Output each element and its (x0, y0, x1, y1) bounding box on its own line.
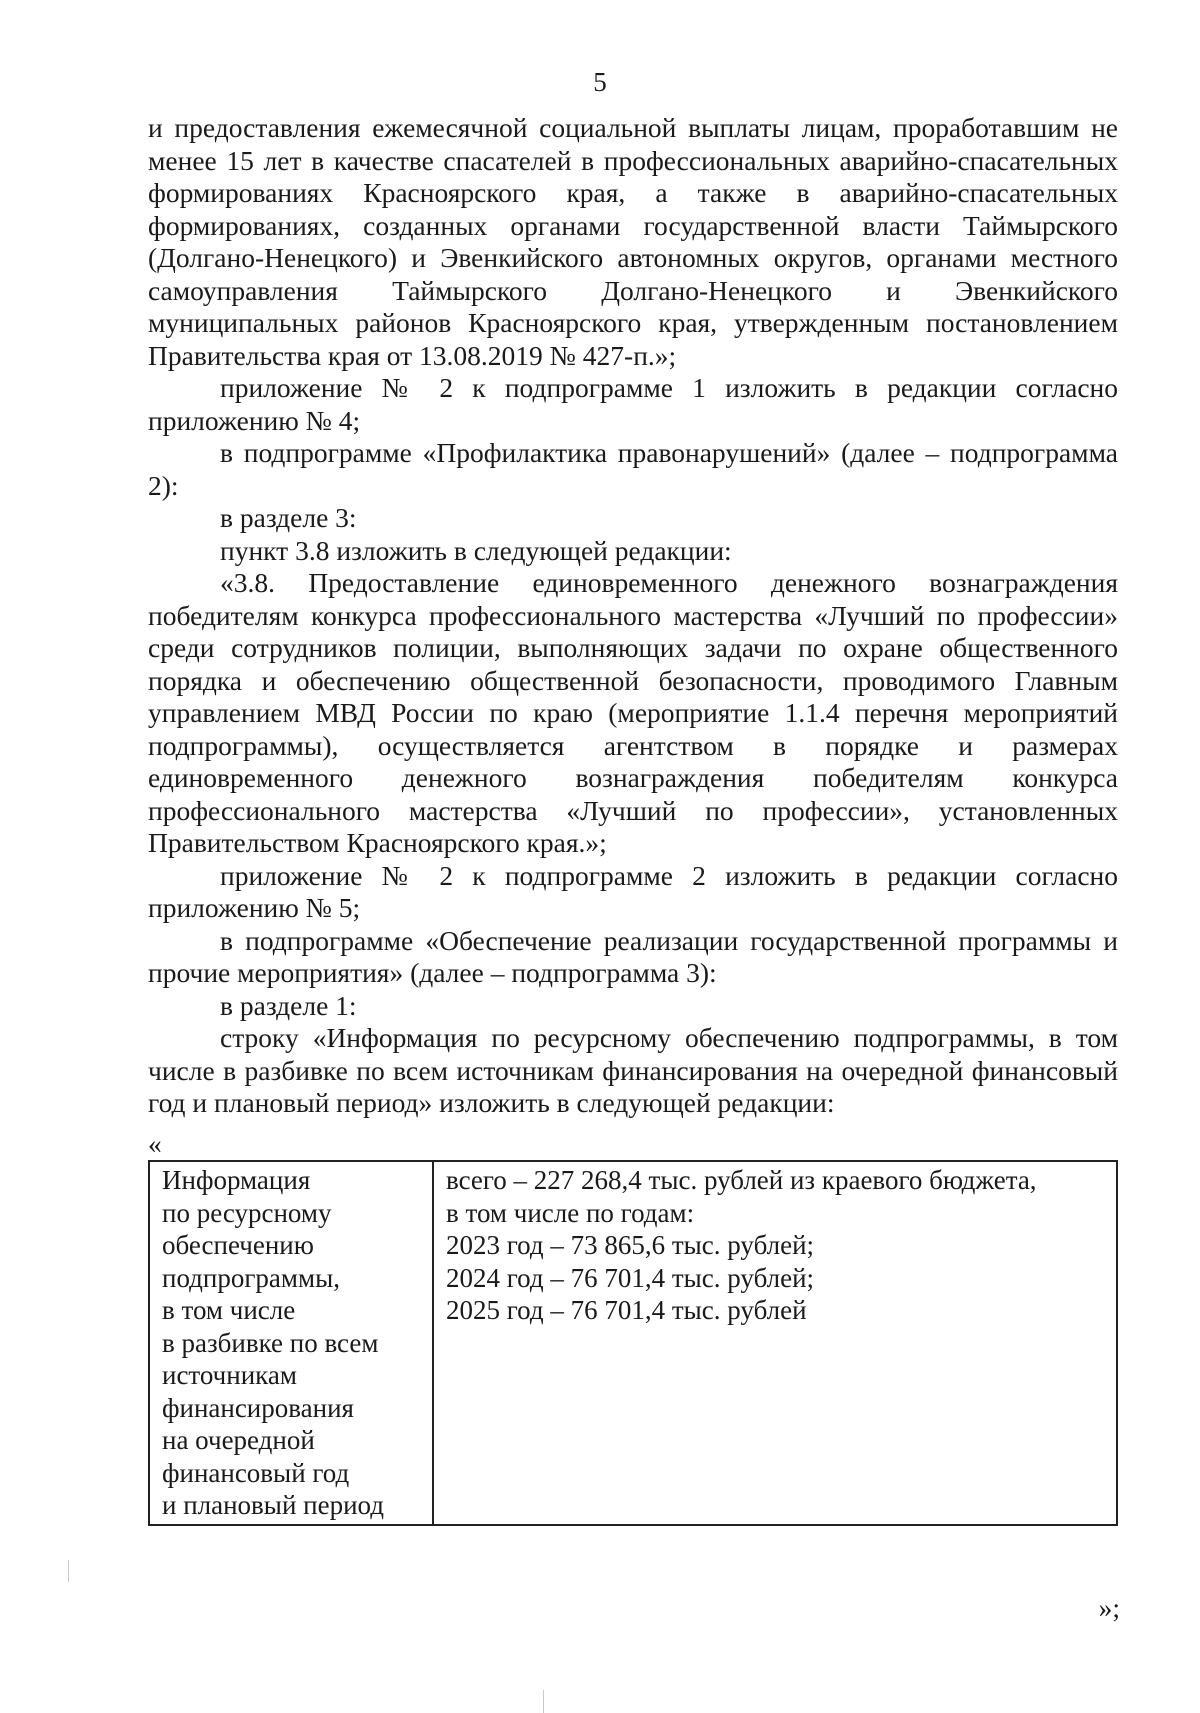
value-line: 2025 год – 76 701,4 тыс. рублей (446, 1295, 807, 1325)
label-line: обеспечению (162, 1230, 314, 1260)
label-line: по ресурсному (162, 1197, 332, 1228)
label-line: финансовый год (162, 1457, 350, 1488)
paragraph: приложение № 2 к подпрограмме 2 изложить в редакции согласно приложению № 5; (148, 859, 1118, 923)
paragraph: «3.8. Предоставление единовременного денежного вознаграждения победителям конкурса профессионального мастерства «Лучший по профессии» среди сотрудников полиции, выполняющих задачи по охране общественного порядка и обеспечению общественной безопасности, проводимого Главным управлением МВД России по краю (мероприятие 1.1.4 перечня мероприятий подпрограммы), осуществляется агентством в порядке и размерах единовременного денежного вознаграждения победителям конкурса профессионального мастерства «Лучший по профессии», установленных Правительством Красноярского края.»; (148, 567, 1118, 858)
label-line: в разбивке по всем (162, 1327, 379, 1358)
paragraph: в разделе 1: (220, 989, 357, 1021)
label-line: источникам (162, 1360, 297, 1390)
label-line: в том числе (162, 1295, 296, 1325)
table-value-cell (433, 1161, 1117, 1525)
paragraph: и предоставления ежемесячной социальной выплаты лицам, проработавшим не менее 15 лет в качестве спасателей в профессиональных аварийно-спасательных формированиях Красноярского края, а также в аварийно-спасательных формированиях, созданных органами государственной власти Таймырского (Долгано-Ненецкого) и Эвенкийского автономных округов, органами местного самоуправления Таймырского Долгано-Ненецкого и Эвенкийского муниципальных районов Красноярского края, утвержденным постановлением Правительства края от 13.08.2019 № 427-п.»; (148, 112, 1118, 371)
table-label-cell (149, 1161, 433, 1525)
page-number: 5 (593, 67, 607, 97)
value-line: 2023 год – 73 865,6 тыс. рублей; (446, 1230, 815, 1260)
label-line: и плановый период (162, 1490, 384, 1520)
paragraph: в подпрограмме «Обеспечение реализации государственной программы и прочие мероприятия» (далее – подпрограмма 3): (148, 924, 1118, 988)
label-line: финансирования (162, 1392, 354, 1423)
resource-info-table (148, 1160, 1118, 1526)
label-line: подпрограммы, (162, 1262, 340, 1293)
paragraph: в подпрограмме «Профилактика правонарушений» (далее – подпрограмма 2): (148, 437, 1118, 501)
scan-artifact-line (543, 1690, 544, 1713)
value-line: в том числе по годам: (446, 1197, 695, 1228)
paragraph: в разделе 3: (220, 502, 357, 533)
value-line: всего – 227 268,4 тыс. рублей из краевого бюджета, (446, 1165, 1037, 1195)
paragraph: пункт 3.8 изложить в следующей редакции: (220, 534, 732, 566)
label-line: Информация (162, 1165, 311, 1195)
scan-artifact-line (68, 1560, 69, 1582)
value-line: 2024 год – 76 701,4 тыс. рублей; (446, 1262, 815, 1293)
paragraph: строку «Информация по ресурсному обеспечению подпрограммы, в том числе в разбивке по всем источникам финансирования на очередной финансовый год и плановый период» изложить в следующей редакции: (148, 1022, 1118, 1118)
table-row (149, 1161, 1117, 1525)
table-close-quote: »; (1098, 1592, 1120, 1623)
document-body (148, 112, 1118, 1120)
paragraph: приложение № 2 к подпрограмме 1 изложить в редакции согласно приложению № 4; (148, 372, 1118, 436)
label-line: на очередной (162, 1425, 315, 1455)
table-open-quote: « (148, 1128, 162, 1159)
